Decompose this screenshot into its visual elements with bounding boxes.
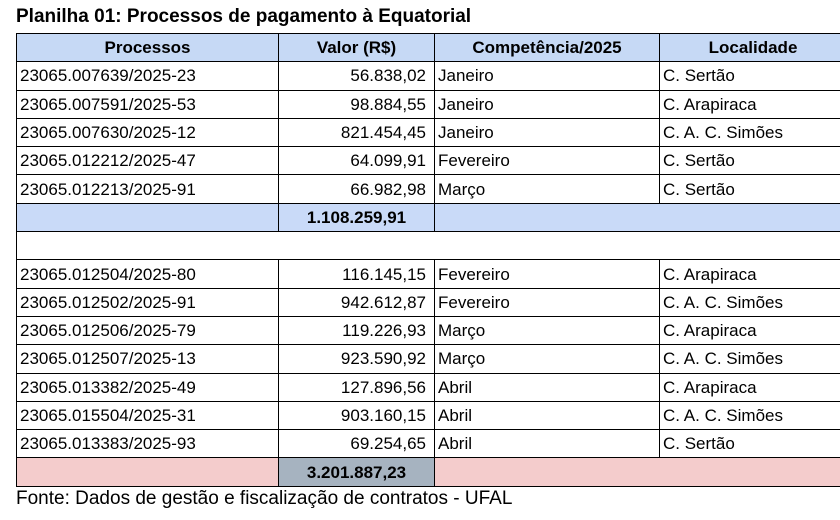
payments-table [16, 33, 840, 487]
processo-cell: 23065.013383/2025-93 [17, 430, 279, 458]
localidade-cell: C. Arapiraca [660, 90, 840, 118]
localidade-cell: C. Sertão [660, 62, 840, 90]
processo-cell: 23065.007639/2025-23 [17, 62, 279, 90]
processo-cell: 23065.012506/2025-79 [17, 316, 279, 344]
valor-cell: 69.254,65 [279, 430, 435, 458]
subtotal-empty-cell [17, 458, 279, 486]
table-row [17, 430, 840, 458]
processo-cell: 23065.015504/2025-31 [17, 401, 279, 429]
competencia-cell: Fevereiro [435, 288, 660, 316]
table-row [17, 90, 840, 118]
subtotal-value: 1.108.259,91 [279, 203, 435, 231]
sheet-title: Planilha 01: Processos de pagamento à Equatorial [16, 6, 472, 27]
table-row [17, 316, 840, 344]
localidade-cell: C. Sertão [660, 430, 840, 458]
table-row [17, 118, 840, 146]
competencia-cell: Abril [435, 373, 660, 401]
competencia-cell: Janeiro [435, 118, 660, 146]
valor-cell: 98.884,55 [279, 90, 435, 118]
processo-cell: 23065.007591/2025-53 [17, 90, 279, 118]
localidade-cell: C. A. C. Simões [660, 401, 840, 429]
localidade-cell: C. A. C. Simões [660, 345, 840, 373]
localidade-cell: C. Arapiraca [660, 260, 840, 288]
header-processos: Processos [17, 34, 279, 62]
competencia-cell: Abril [435, 401, 660, 429]
table-row [17, 62, 840, 90]
localidade-cell: C. Sertão [660, 147, 840, 175]
subtotal-row [17, 203, 840, 231]
valor-cell: 127.896,56 [279, 373, 435, 401]
table-row [17, 260, 840, 288]
valor-cell: 119.226,93 [279, 316, 435, 344]
processo-cell: 23065.012502/2025-91 [17, 288, 279, 316]
processo-cell: 23065.012507/2025-13 [17, 345, 279, 373]
valor-cell: 56.838,02 [279, 62, 435, 90]
valor-cell: 116.145,15 [279, 260, 435, 288]
blank-cell [17, 232, 840, 260]
table-row [17, 175, 840, 203]
table-row [17, 288, 840, 316]
processo-cell: 23065.013382/2025-49 [17, 373, 279, 401]
valor-cell: 66.982,98 [279, 175, 435, 203]
competencia-cell: Janeiro [435, 90, 660, 118]
table-body [17, 62, 840, 486]
valor-cell: 942.612,87 [279, 288, 435, 316]
header-row [17, 34, 840, 62]
competencia-cell: Janeiro [435, 62, 660, 90]
localidade-cell: C. Arapiraca [660, 316, 840, 344]
localidade-cell: C. Arapiraca [660, 373, 840, 401]
competencia-cell: Março [435, 345, 660, 373]
competencia-cell: Abril [435, 430, 660, 458]
source-footnote: Fonte: Dados de gestão e fiscalização de contratos - UFAL [16, 488, 513, 509]
localidade-cell: C. A. C. Simões [660, 118, 840, 146]
valor-cell: 64.099,91 [279, 147, 435, 175]
header-localidade: Localidade [660, 34, 840, 62]
table-row [17, 147, 840, 175]
processo-cell: 23065.007630/2025-12 [17, 118, 279, 146]
header-competencia: Competência/2025 [435, 34, 660, 62]
localidade-cell: C. A. C. Simões [660, 288, 840, 316]
subtotal-empty-cell [435, 203, 840, 231]
table-row [17, 373, 840, 401]
competencia-cell: Março [435, 175, 660, 203]
valor-cell: 923.590,92 [279, 345, 435, 373]
competencia-cell: Fevereiro [435, 260, 660, 288]
localidade-cell: C. Sertão [660, 175, 840, 203]
processo-cell: 23065.012213/2025-91 [17, 175, 279, 203]
valor-cell: 821.454,45 [279, 118, 435, 146]
table-row [17, 401, 840, 429]
processo-cell: 23065.012212/2025-47 [17, 147, 279, 175]
header-valor: Valor (R$) [279, 34, 435, 62]
competencia-cell: Fevereiro [435, 147, 660, 175]
subtotal-empty-cell [435, 458, 840, 486]
table-row [17, 345, 840, 373]
subtotal-empty-cell [17, 203, 279, 231]
competencia-cell: Março [435, 316, 660, 344]
blank-row [17, 232, 840, 260]
valor-cell: 903.160,15 [279, 401, 435, 429]
subtotal-value: 3.201.887,23 [279, 458, 435, 486]
processo-cell: 23065.012504/2025-80 [17, 260, 279, 288]
subtotal-row [17, 458, 840, 486]
